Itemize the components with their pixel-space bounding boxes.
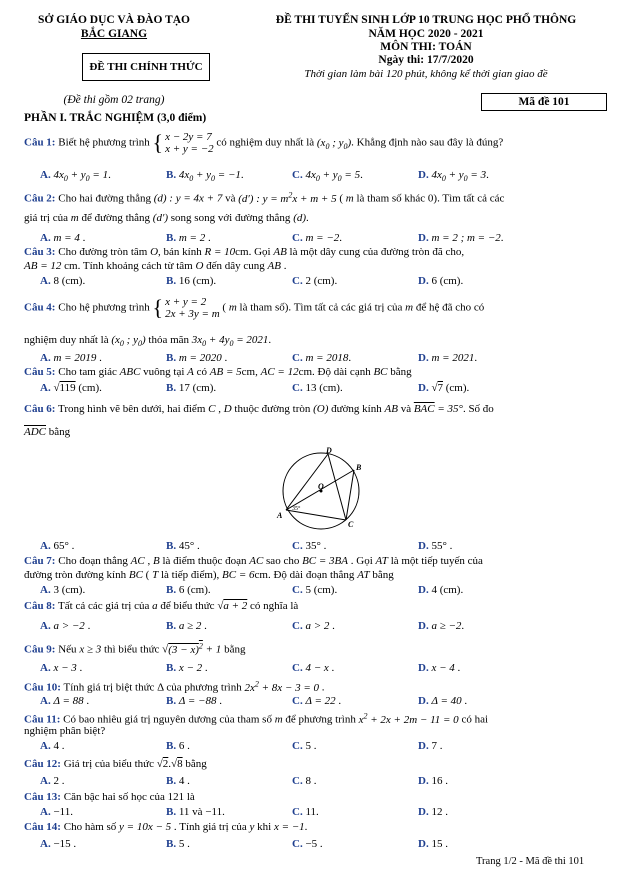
- q2-opt-a: A. m = 4 .: [40, 232, 86, 244]
- question-4: Câu 4: Cho hệ phương trình { x + y = 2 2x + 3y = m ( m là tham số). Tìm tất cả các giá trị của m để hệ đã cho có: [24, 295, 485, 320]
- question-5: Câu 5: Cho tam giác ABC vuông tại A có AB = 5cm, AC = 12cm. Độ dài cạnh BC bằng: [24, 366, 412, 378]
- question-10: Câu 10: Tính giá trị biệt thức Δ của phương trình $2x^2 + 8x - 3 = 0$ .: [24, 679, 325, 694]
- q13-opt-b: B. 11 và −11.: [166, 806, 225, 818]
- q4-opt-b: B. m = 2020 .: [166, 352, 228, 364]
- q8-opt-a: A. a > −2 .: [40, 620, 91, 632]
- question-6-cont: $\overline{ADC}$ bằng: [24, 426, 71, 438]
- question-3: Câu 3: Cho đường tròn tâm O, bán kính R = 10cm. Gọi AB là một dây cung của đường tròn đã cho,: [24, 246, 465, 258]
- q7-opt-b: B. 6 (cm).: [166, 584, 211, 596]
- question-9: Câu 9: Nếu x ≥ 3 thì biểu thức $√(3 - x)^2 + 1$ bằng: [24, 641, 246, 656]
- q10-opt-c: C. Δ = 22 .: [292, 695, 342, 707]
- q1-opt-c: C. $4x_0 + y_0 = 5$.: [292, 169, 363, 184]
- q5-opt-d: D. √7 (cm).: [418, 382, 470, 394]
- q5-opt-a: A. √119 (cm).: [40, 382, 102, 394]
- time-note: Thời gian làm bài 120 phút, không kể thời gian giao đề: [304, 68, 548, 80]
- q11-opt-b: B. 6 .: [166, 740, 190, 752]
- q3-opt-a: A. 8 (cm).: [40, 275, 86, 287]
- q7-opt-d: D. 4 (cm).: [418, 584, 464, 596]
- pages-note: (Đề thi gồm 02 trang): [63, 94, 165, 106]
- q11-opt-c: C. 5 .: [292, 740, 317, 752]
- question-11-cont: nghiệm phân biệt?: [24, 725, 106, 737]
- q13-opt-d: D. 12 .: [418, 806, 448, 818]
- question-7-cont: đường tròn đường kính BC ( T là tiếp điểm), BC = 6cm. Độ dài đoạn thẳng AT bằng: [24, 569, 394, 581]
- q10-opt-d: D. Δ = 40 .: [418, 695, 468, 707]
- circle-figure: [270, 440, 370, 536]
- question-4-cont: nghiệm duy nhất là ($x_0$ ; $y_0$) thỏa mãn $3x_0 + 4y_0 = 2021$.: [24, 334, 272, 349]
- q2-opt-b: B. m = 2 .: [166, 232, 211, 244]
- question-13: Câu 13: Căn bậc hai số học của 121 là: [24, 791, 195, 803]
- q3-opt-b: B. 16 (cm).: [166, 275, 217, 287]
- q1-opt-d: D. $4x_0 + y_0 = 3$.: [418, 169, 489, 184]
- q2-opt-d: D. m = 2 ; m = −2.: [418, 232, 504, 244]
- code-box: [481, 93, 607, 111]
- label-d: D: [326, 446, 332, 455]
- exam-date: Ngày thi: 17/7/2020: [378, 54, 474, 66]
- q6-opt-a: A. 65° .: [40, 540, 75, 552]
- q5-opt-c: C. 13 (cm).: [292, 382, 343, 394]
- question-1: Câu 1: Biết hệ phương trình { x − 2y = 7 x + y = −2 có nghiệm duy nhất là ($x_0$ ; $y_0$). Khẳng định nào sau đây là đúng?: [24, 130, 504, 155]
- q7-opt-a: A. 3 (cm).: [40, 584, 86, 596]
- province-name: BẮC GIANG: [80, 28, 148, 40]
- question-8: Câu 8: Tất cả các giá trị của a để biểu thức √a + 2 có nghĩa là: [24, 600, 299, 612]
- q14-opt-d: D. 15 .: [418, 838, 448, 850]
- q9-opt-c: C. 4 − x .: [292, 662, 335, 674]
- q13-opt-a: A. −11.: [40, 806, 73, 818]
- school-year: NĂM HỌC 2020 - 2021: [368, 28, 484, 40]
- q6-opt-d: D. 55° .: [418, 540, 453, 552]
- q4-opt-a: A. m = 2019 .: [40, 352, 102, 364]
- q8-opt-b: B. a ≥ 2 .: [166, 620, 207, 632]
- q9-opt-d: D. x − 4 .: [418, 662, 461, 674]
- q14-opt-c: C. −5 .: [292, 838, 323, 850]
- q6-opt-b: B. 45° .: [166, 540, 200, 552]
- q11-opt-a: A. 4 .: [40, 740, 65, 752]
- label-c: C: [348, 520, 354, 529]
- q2-opt-c: C. m = −2.: [292, 232, 342, 244]
- q1-opt-b: B. $4x_0 + y_0 = -1$.: [166, 169, 244, 184]
- label-angle: 35°: [292, 506, 301, 512]
- q12-opt-d: D. 16 .: [418, 775, 448, 787]
- q9-opt-a: A. x − 3 .: [40, 662, 83, 674]
- dept-name: SỞ GIÁO DỤC VÀ ĐÀO TẠO: [38, 14, 190, 26]
- q3-opt-c: C. 2 (cm).: [292, 275, 338, 287]
- question-11: Câu 11: Có bao nhiêu giá trị nguyên dương của tham số m để phương trình $x^2 + 2x + 2m - 11 = 0$ có hai: [24, 711, 489, 726]
- q5-opt-b: B. 17 (cm).: [166, 382, 217, 394]
- q8-opt-d: D. a ≥ −2.: [418, 620, 465, 632]
- q14-opt-a: A. −15 .: [40, 838, 77, 850]
- q4-opt-d: D. m = 2021.: [418, 352, 478, 364]
- q1-opt-a: A. $4x_0 + y_0 = 1$.: [40, 169, 111, 184]
- question-12: Câu 12: Giá trị của biểu thức √2.√8 bằng: [24, 758, 207, 770]
- exam-code: Mã đề 101: [518, 96, 570, 108]
- q12-opt-b: B. 4 .: [166, 775, 190, 787]
- label-b: B: [356, 463, 362, 472]
- chord-dc: [328, 454, 346, 520]
- official-label: ĐỀ THI CHÍNH THỨC: [89, 61, 203, 73]
- question-3-cont: AB = 12 cm. Tính khoảng cách từ tâm O đến dây cung AB .: [24, 260, 287, 272]
- question-2-cont: giá trị của m để đường thẳng (d′) song song với đường thẳng (d).: [24, 212, 309, 224]
- question-14: Câu 14: Cho hàm số y = 10x − 5 . Tính giá trị của y khi x = −1.: [24, 821, 308, 833]
- q12-opt-a: A. 2 .: [40, 775, 65, 787]
- q9-opt-b: B. x − 2 .: [166, 662, 208, 674]
- q3-opt-d: D. 6 (cm).: [418, 275, 464, 287]
- label-o: O: [318, 482, 324, 491]
- q12-opt-c: C. 8 .: [292, 775, 317, 787]
- q8-opt-c: C. a > 2 .: [292, 620, 335, 632]
- official-box: [82, 53, 210, 81]
- q13-opt-c: C. 11.: [292, 806, 319, 818]
- q4-opt-c: C. m = 2018.: [292, 352, 352, 364]
- q6-opt-c: C. 35° .: [292, 540, 327, 552]
- section-title: PHẦN I. TRẮC NGHIỆM (3,0 điểm): [24, 112, 207, 124]
- q10-opt-a: A. Δ = 88 .: [40, 695, 90, 707]
- subject: MÔN THI: TOÁN: [380, 41, 472, 53]
- question-7: Câu 7: Cho đoạn thẳng AC , B là điểm thuộc đoạn AC sao cho BC = 3BA . Gọi AT là một tiếp tuyến của: [24, 555, 483, 567]
- exam-title: ĐỀ THI TUYỂN SINH LỚP 10 TRUNG HỌC PHỔ THÔNG: [275, 14, 577, 26]
- q14-opt-b: B. 5 .: [166, 838, 190, 850]
- page-footer: Trang 1/2 - Mã đề thi 101: [476, 856, 585, 867]
- q7-opt-c: C. 5 (cm).: [292, 584, 338, 596]
- q10-opt-b: B. Δ = −88 .: [166, 695, 222, 707]
- label-a: A: [277, 511, 283, 520]
- question-2: Câu 2: Cho hai đường thẳng (d) : y = 4x + 7 và (d′) : $y = m^2x + m + 5$ ( m là tham số khác 0). Tìm tất cả các: [24, 190, 505, 205]
- question-6: Câu 6: Trong hình vẽ bên dưới, hai điểm C , D thuộc đường tròn (O) đường kính AB và $\overline{BAC} = 35^\circ$. Số đo: [24, 403, 494, 415]
- q1-label: Câu 1:: [24, 136, 56, 149]
- q11-opt-d: D. 7 .: [418, 740, 443, 752]
